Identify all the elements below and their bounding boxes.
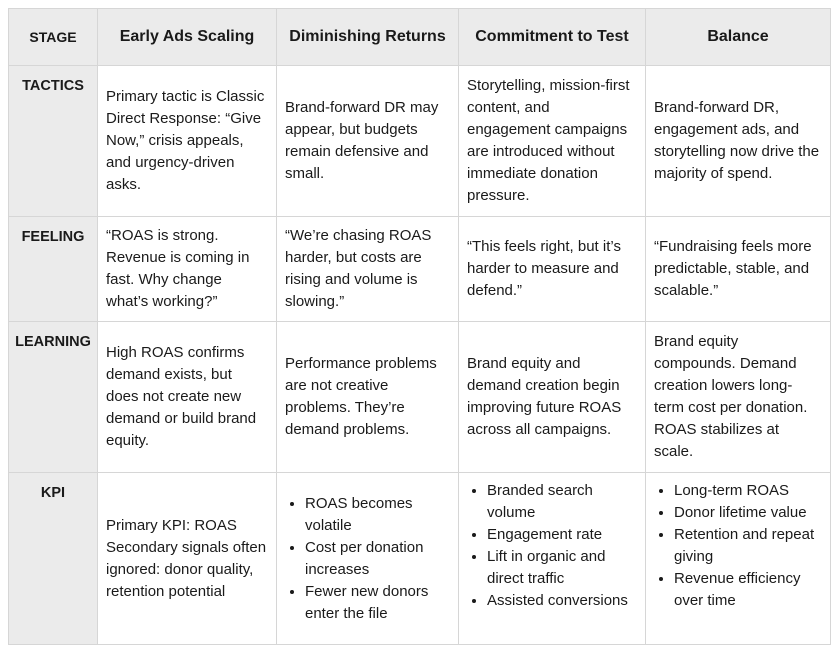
- kpi-list-balance: [654, 480, 822, 612]
- cell-feeling-balance: “Fundraising feels more predictable, stable, and scalable.”: [646, 217, 831, 322]
- row-tactics: [9, 66, 831, 217]
- cell-tactics-balance: Brand-forward DR, engagement ads, and storytelling now drive the majority of spend.: [646, 66, 831, 217]
- kpi-secondary-text: Secondary signals often ignored: donor quality, retention potential: [106, 538, 267, 600]
- header-stage: STAGE: [9, 9, 98, 66]
- row-kpi: [9, 473, 831, 645]
- kpi-primary-text: Primary KPI: ROAS: [106, 516, 237, 534]
- list-item: • Long-term ROAS: [674, 480, 822, 502]
- list-item: • ROAS becomes volatile: [305, 493, 450, 537]
- cell-learning-balance: Brand equity compounds. Demand creation lowers long-term cost per donation. ROAS stabilizes at scale.: [646, 322, 831, 473]
- cell-tactics-early-ads-scaling: Primary tactic is Classic Direct Response: “Give Now,” crisis appeals, and urgency-driven asks.: [98, 66, 277, 217]
- list-item: • Branded search volume: [487, 480, 637, 524]
- cell-learning-commitment-to-test: Brand equity and demand creation begin improving future ROAS across all campaigns.: [459, 322, 646, 473]
- cell-kpi-balance: [646, 473, 831, 645]
- list-item: • Retention and repeat giving: [674, 524, 822, 568]
- cell-feeling-commitment-to-test: “This feels right, but it’s harder to measure and defend.”: [459, 217, 646, 322]
- list-item: • Cost per donation increases: [305, 537, 450, 581]
- cell-tactics-diminishing-returns: Brand-forward DR may appear, but budgets remain defensive and small.: [277, 66, 459, 217]
- header-commitment-to-test: Commitment to Test: [459, 9, 646, 66]
- list-item: • Assisted conversions: [487, 590, 637, 612]
- header-diminishing-returns: Diminishing Returns: [277, 9, 459, 66]
- cell-learning-diminishing-returns: Performance problems are not creative problems. They’re demand problems.: [277, 322, 459, 473]
- cell-feeling-diminishing-returns: “We’re chasing ROAS harder, but costs are rising and volume is slowing.”: [277, 217, 459, 322]
- list-item: • Engagement rate: [487, 524, 637, 546]
- cell-kpi-diminishing-returns: [277, 473, 459, 645]
- list-item: • Donor lifetime value: [674, 502, 822, 524]
- list-item: • Lift in organic and direct traffic: [487, 546, 637, 590]
- row-label-tactics: TACTICS: [9, 66, 98, 217]
- row-label-feeling: FEELING: [9, 217, 98, 322]
- row-label-learning: LEARNING: [9, 322, 98, 473]
- list-item: • Revenue efficiency over time: [674, 568, 822, 612]
- row-learning: [9, 322, 831, 473]
- kpi-list-diminishing-returns: [285, 493, 450, 625]
- cell-learning-early-ads-scaling: High ROAS confirms demand exists, but does not create new demand or build brand equity.: [98, 322, 277, 473]
- cell-tactics-commitment-to-test: Storytelling, mission-first content, and engagement campaigns are introduced without immediate donation pressure.: [459, 66, 646, 217]
- kpi-list-commitment-to-test: [467, 480, 637, 612]
- row-label-kpi: KPI: [9, 473, 98, 645]
- stage-comparison-table: [8, 8, 831, 645]
- row-feeling: [9, 217, 831, 322]
- header-balance: Balance: [646, 9, 831, 66]
- header-early-ads-scaling: Early Ads Scaling: [98, 9, 277, 66]
- cell-kpi-early-ads-scaling: [98, 473, 277, 645]
- list-item: • Fewer new donors enter the file: [305, 581, 450, 625]
- header-row: [9, 9, 831, 66]
- stage-comparison-table-wrapper: [8, 8, 830, 644]
- cell-kpi-commitment-to-test: [459, 473, 646, 645]
- cell-feeling-early-ads-scaling: “ROAS is strong. Revenue is coming in fast. Why change what’s working?”: [98, 217, 277, 322]
